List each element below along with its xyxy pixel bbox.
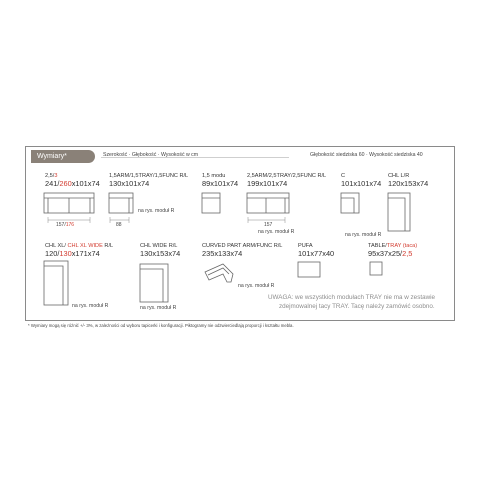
module-chl-note: na rys. moduł R (345, 232, 382, 238)
module-chl-xl-note: na rys. moduł R (72, 303, 109, 309)
module-chl-wide-note: na rys. moduł R (140, 305, 177, 311)
module-chl-name: CHL L/R (388, 173, 410, 179)
module-1-5arm-note: na rys. moduł R (138, 208, 175, 214)
module-chl-xl-dims: 120/130x171x74 (45, 249, 100, 258)
module-curved-note: na rys. moduł R (238, 283, 275, 289)
module-table-pictogram (370, 262, 384, 278)
module-chl-pictogram (388, 193, 412, 233)
tray-warning-line-1: UWAGA: we wszystkich modułach TRAY nie ma w zestawie (268, 294, 436, 301)
module-curved-pictogram (203, 262, 237, 286)
header-seat-info: Głębokość siedziska 60 · Wysokość siedziska 40 (310, 152, 423, 158)
module-table-name: TABLE/TRAY (taca) (368, 243, 418, 249)
module-2-5arm-note: na rys. moduł R (258, 229, 295, 235)
module-pufa-pictogram (298, 262, 322, 280)
module-1-5-pictogram (202, 193, 222, 215)
module-1-5arm-pictogram (109, 193, 135, 227)
module-2-5-3-name: 2,5/3 (45, 173, 58, 179)
module-curved-name: CURVED PART ARM/FUNC R/L (202, 243, 283, 249)
module-chl-wide-dims: 130x153x74 (140, 249, 181, 258)
module-chl-wide-pictogram (140, 264, 170, 304)
header-units: Szerokość · Głębokość · Wysokość w cm (103, 152, 199, 158)
module-pufa-dims: 101x77x40 (298, 249, 335, 258)
module-c-pictogram (341, 193, 361, 215)
module-chl-xl-name: CHL XL/ CHL XL WIDE R/L (45, 243, 114, 249)
module-1-5arm-seat-width: 88 (116, 222, 122, 228)
module-table-dims: 95x37x25/2,5 (368, 249, 413, 258)
module-2-5arm-seat-width: 157 (264, 222, 273, 228)
module-c-name: C (341, 173, 346, 179)
module-2-5arm-dims: 199x101x74 (247, 179, 288, 188)
module-2-5-3-dims: 241/260x101x74 (45, 179, 100, 188)
module-chl-xl-pictogram (44, 261, 70, 307)
tray-warning-line-2: zdejmowalnej tacy TRAY. Tacę należy zamówić osobno. (279, 303, 435, 310)
module-1-5-name: 1,5 modu (202, 173, 226, 179)
dimensions-tab (31, 150, 95, 163)
module-2-5arm-name: 2,5ARM/2,5TRAY/2,5FUNC R/L (247, 173, 327, 179)
tab-label: Wymiary* (37, 153, 67, 160)
module-curved-dims: 235x133x74 (202, 249, 243, 258)
module-1-5arm-dims: 130x101x74 (109, 179, 150, 188)
header-rule (101, 157, 289, 158)
module-2-5-3-seat-width: 157/176 (56, 222, 75, 228)
module-1-5-dims: 89x101x74 (202, 179, 239, 188)
module-chl-dims: 120x153x74 (388, 179, 429, 188)
module-chl-wide-name: CHL WIDE R/L (140, 243, 178, 249)
module-pufa-name: PUFA (298, 243, 313, 249)
module-c-dims: 101x101x74 (341, 179, 382, 188)
module-1-5arm-name: 1,5ARM/1,5TRAY/1,5FUNC R/L (109, 173, 189, 179)
footnote: * Wymiary mogą się różnić +/- 3%, w zależności od wyboru tapicerki i konfiguracji. Piktogramy nie odzwierciedlają proporcji i kształtu mebla. (28, 323, 294, 328)
